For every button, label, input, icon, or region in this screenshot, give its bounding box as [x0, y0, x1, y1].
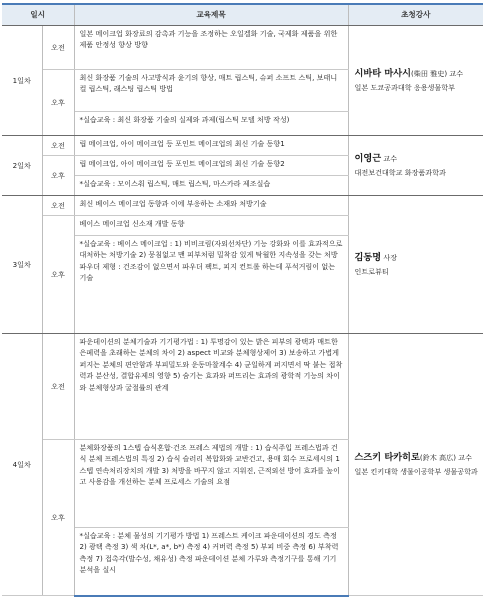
- topic-cell: 최신 베이스 메이크업 동향과 이에 부응하는 소재와 처방기술: [74, 196, 348, 216]
- speaker-title: 교수: [456, 453, 472, 463]
- header-row: [2, 4, 483, 26]
- speaker-name-extra: (柴田 雅史): [410, 69, 448, 79]
- topic-cell: *실습교육 : 베이스 메이크업 : 1) 비비크림(자외선차단) 기능 강화와 이를 효과적으로 대처하는 처방기술 2) 뭉침없고 맨 피부처럼 밀착감 있게 탁월한 지속성을 갖는 처방 파우더 제형 : 건조감이 없으면서 파우더 팩트, 피지 컨트롤 하는데 푸석거림이 없는 기술: [74, 236, 348, 334]
- table-row: [2, 334, 483, 440]
- session-label: 오후: [42, 216, 74, 334]
- day-label: 4일차: [2, 334, 42, 596]
- session-label: 오전: [42, 136, 74, 156]
- day-label: 2일차: [2, 136, 42, 196]
- speaker-affiliation: 일본 킨키대학 생물이공학부 생물공학과: [354, 467, 478, 477]
- session-label: 오후: [42, 440, 74, 596]
- speaker-affiliation: 일본 도쿄공과대학 응용생물학부: [354, 83, 455, 93]
- topic-cell: *실습교육 : 분체 물성의 기기평가 방법 1) 프레스트 케이크 파운데이션의 경도 측정 2) 광택 측정 3) 색 차(L*, a*, b*) 측정 4) 커버력 측정 5) 부피 비중 측정 6) 부착력 측정 7) 접촉각(발수성, 채유성) 측정 파운데이션 분체 가루와 측정기구를 통해 기기 분석을 실시: [74, 528, 348, 596]
- day-label: 3일차: [2, 196, 42, 334]
- session-label: 오전: [42, 196, 74, 216]
- speaker-name: 김동명: [354, 252, 382, 264]
- speaker-cell: [348, 334, 483, 596]
- session-label: 오후: [42, 156, 74, 196]
- speaker-affiliation: 대전보건대학교 화장품과학과: [354, 168, 446, 178]
- topic-cell: 최신 화장품 기술의 사고방식과 윤기의 향상, 매트 립스틱, 슈퍼 소프트 스틱, 보태니컬 립스틱, 래스팅 립스틱 방법: [74, 70, 348, 112]
- speaker-name: 시바타 마사시: [354, 68, 411, 80]
- schedule-table: [2, 3, 483, 597]
- topic-cell: *실습교육 : 최신 화장품 기술의 실제와 과제(립스틱 모델 처방 작성): [74, 112, 348, 136]
- topic-cell: 베이스 메이크업 신소재 개발 동향: [74, 216, 348, 236]
- header-topic: 교육제목: [74, 4, 348, 26]
- header-date: 일시: [2, 4, 74, 26]
- speaker-cell: [348, 136, 483, 196]
- speaker-title: 교수: [447, 69, 464, 79]
- table-row: [2, 136, 483, 156]
- speaker-affiliation: 인트로뷰티: [354, 267, 389, 277]
- topic-cell: 분체화장품의 1스텝 습식혼합·건조 프레스 제법의 개발 : 1) 습식주입 프레스법과 건식 분체 프레스법의 특징 2) 습식 슬러리 복합화와 교반건고, 용매 회수 프로세시의 1스텝 연속처리장치의 개발 3) 처방을 바꾸지 않고 지워진, 근적외선 방어 효과를 높이고 사용감을 개선하는 분체 프로세스 기술의 요점: [74, 440, 348, 528]
- session-label: 오후: [42, 70, 74, 136]
- topic-cell: *실습교육 : 모이스춰 립스틱, 매트 립스틱, 마스카라 제조실습: [74, 176, 348, 196]
- speaker-title: 교수: [381, 154, 398, 164]
- table-row: [2, 196, 483, 216]
- session-label: 오전: [42, 334, 74, 440]
- speaker-cell: [348, 26, 483, 136]
- topic-cell: 일본 메이크업 화장료의 감촉과 기능을 조정하는 오일겔화 기술, 국제화 제품을 위한 제품 안정성 향상 방향: [74, 26, 348, 70]
- speaker-title: 사장: [381, 253, 398, 263]
- topic-cell: 립 메이크업, 아이 메이크업 등 포인트 메이크업의 최신 기술 동향1: [74, 136, 348, 156]
- speaker-name: 스즈키 타카히로: [354, 452, 420, 464]
- speaker-cell: [348, 196, 483, 334]
- topic-cell: 립 메이크업, 아이 메이크업 등 포인트 메이크업의 최신 기술 동향2: [74, 156, 348, 176]
- topic-cell: 파운데이션의 분체기술과 기기평가법 : 1) 투명감이 있는 밝은 피부의 광택과 매트한 은페력을 초래하는 분체의 차이 2) aspect 비교와 분체형상제어 3) 보송하고 가볍게 퍼지는 분체의 편안함과 부피밀도와 운동마찰계수 4) 균일하게 퍼지면서 딱 붙는 접착력과 분산성, 결합유제의 영향 5) 숨기는 효과와 퍼뜨리는 효과의 광학적 기능의 차이와 분체형상과 굴절률의 관계: [74, 334, 348, 440]
- session-label: 오전: [42, 26, 74, 70]
- speaker-name: 이영근: [354, 153, 382, 165]
- speaker-name-extra: (鈴木 高広): [419, 453, 457, 463]
- day-label: 1일차: [2, 26, 42, 136]
- table-row: [2, 26, 483, 70]
- header-speaker: 초청강사: [348, 4, 483, 26]
